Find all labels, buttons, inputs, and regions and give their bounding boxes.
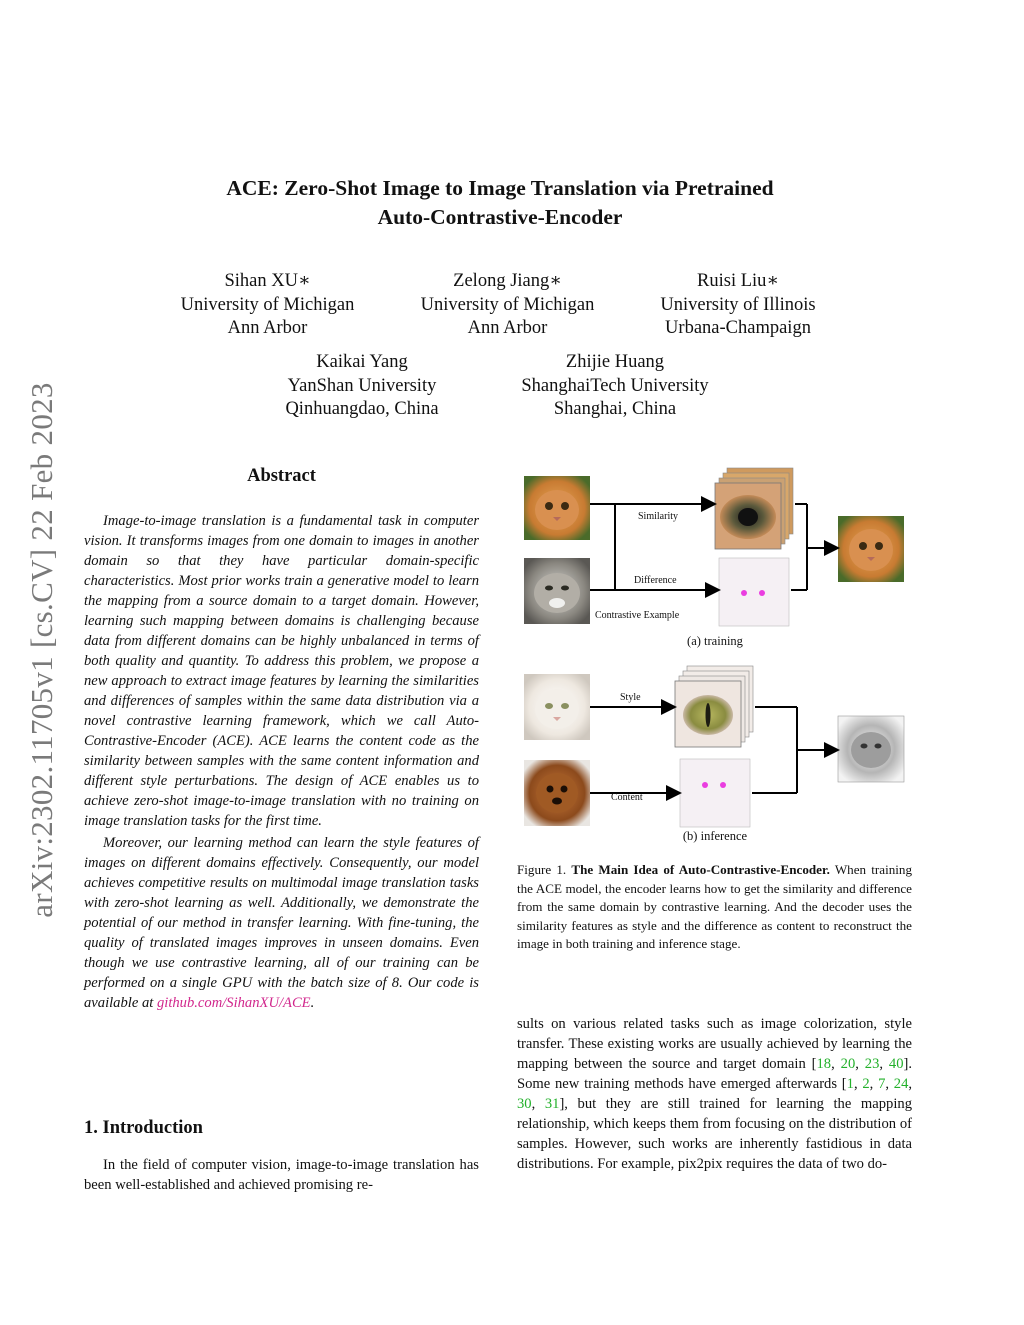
- right-column-paragraph: [517, 1014, 912, 1174]
- citation[interactable]: 1: [846, 1076, 854, 1092]
- puppy-image: [524, 760, 590, 826]
- content-label: Content: [611, 792, 643, 803]
- abstract-heading: Abstract: [247, 466, 316, 486]
- reconstructed-kitten-image: [838, 516, 904, 582]
- abstract-paragraph-2: [84, 833, 479, 1013]
- difference-patch: [719, 558, 789, 626]
- author-name: Sihan XU∗: [224, 271, 311, 291]
- abstract-paragraph-1: Image-to-image translation is a fundamental task in computer vision. It transforms images from one domain to images in another domain so that they have particular domain-specific characteristics. Most prior works train a generative model to learn the mapping from a source domain to a target domain. However, learning such mapping between domains is challenging because data from different domains can be highly unbalanced in terms of both quality and quantity. To address this problem, we propose a new approach to extract image features by learning the similarities and differences of samples within the same data distribution via a novel contrastive learning framework, which we call Auto-Contrastive-Encoder (ACE). ACE learns the content code as the similarity between samples with the same content information and different style perturbations. The design of ACE enables us to achieve zero-shot image-to-image translation with no training on image translation tasks for the first time.: [84, 513, 479, 829]
- citation-separator: ,: [885, 1076, 894, 1092]
- arxiv-id: arXiv:2302.11705v1 [cs.CV] 22 Feb 2023: [24, 382, 59, 918]
- author-affiliation: ShanghaiTech University: [521, 375, 709, 396]
- training-arrows: [590, 504, 836, 590]
- author-name: Kaikai Yang: [316, 352, 408, 372]
- citation[interactable]: 30: [517, 1096, 532, 1112]
- citation-separator: ,: [531, 1096, 545, 1112]
- abstract-paragraph-2-text: Moreover, our learning method can learn the style features of images on different domains effectively. Consequently, our model achieves competitive results on multimodal image translation tasks with zero-shot learning as well. Additionally, we demonstrate the potential of our method in transfer learning. With fine-tuning, the quality of translated images improves in unseen domains. Even though we use contrastive learning, all of our training can be performed on a single GPU with the batch size of 8. Our code is available at: [84, 835, 479, 1011]
- author-location: Qinhuangdao, China: [285, 399, 439, 419]
- style-patch-stack: [675, 666, 753, 747]
- citation[interactable]: 2: [862, 1076, 870, 1092]
- right-column-text: [517, 1014, 912, 1174]
- citation[interactable]: 18: [816, 1056, 832, 1072]
- author-name: Zhijie Huang: [565, 352, 665, 372]
- author-block-2: [405, 270, 610, 341]
- white-cat-image: [524, 674, 590, 740]
- author-block-4: [262, 351, 462, 422]
- arxiv-stamp: [12, 355, 72, 945]
- text-segment: ], but they are still trained for learning the mapping relationship, which keeps them from focusing on the distribution of samples. However, such works are inherently fastidious in data distributions. For example, pix2pix requires the data of two do-: [517, 1096, 912, 1172]
- abstract-body: [84, 511, 479, 1013]
- similarity-patch-stack: [715, 468, 793, 549]
- title-line-2: Auto-Contrastive-Encoder: [377, 205, 623, 229]
- citation[interactable]: 31: [544, 1096, 560, 1112]
- citation[interactable]: 24: [893, 1076, 909, 1092]
- citation[interactable]: 7: [878, 1076, 886, 1092]
- subfigure-a-caption: (a) training: [687, 634, 743, 648]
- author-name: Zelong Jiang∗: [453, 271, 562, 291]
- figure-1-caption: [517, 861, 912, 954]
- figure-diagram: [515, 460, 915, 860]
- figure-caption-title: The Main Idea of Auto-Contrastive-Encoder.: [571, 862, 830, 877]
- text-segment: ]. Some new training methods have emerged afterwards [: [517, 1056, 913, 1092]
- introduction-body: [84, 1155, 479, 1195]
- orange-kitten-image: [524, 476, 590, 540]
- abstract-paragraph-2-end: .: [310, 995, 315, 1011]
- title-line-1: ACE: Zero-Shot Image to Image Translation via Pretrained: [226, 176, 774, 200]
- introduction-paragraph: In the field of computer vision, image-to-image translation has been well-established and achieved promising re-: [84, 1157, 479, 1193]
- author-location: Ann Arbor: [227, 318, 308, 338]
- contrastive-example-label: Contrastive Example: [595, 610, 680, 621]
- citation[interactable]: 23: [864, 1056, 880, 1072]
- translated-grey-cat-image: [838, 716, 904, 782]
- citation-separator: ,: [908, 1076, 913, 1092]
- style-label: Style: [620, 692, 641, 703]
- author-name: Ruisi Liu∗: [697, 271, 779, 291]
- citation[interactable]: 20: [840, 1056, 856, 1072]
- figure-1: [515, 460, 915, 860]
- author-affiliation: University of Illinois: [660, 294, 816, 315]
- code-link[interactable]: github.com/SihanXU/ACE: [156, 995, 311, 1011]
- citation-separator: ,: [831, 1056, 841, 1072]
- citation-separator: ,: [879, 1056, 889, 1072]
- text-segment: sults on various related tasks such as image colorization, style transfer. These existing works are usually achieved by learning the mapping between the source and target domain [: [517, 1016, 912, 1072]
- citation-separator: ,: [855, 1056, 865, 1072]
- author-block-3: [638, 270, 838, 341]
- author-location: Urbana-Champaign: [665, 318, 811, 338]
- citation-separator: ,: [853, 1076, 863, 1092]
- author-affiliation: University of Michigan: [420, 294, 595, 315]
- author-block-1: [165, 270, 370, 341]
- author-location: Shanghai, China: [553, 399, 677, 419]
- figure-number: Figure 1.: [517, 862, 567, 877]
- author-block-5: [505, 351, 725, 422]
- citation-separator: ,: [869, 1076, 879, 1092]
- citation[interactable]: 40: [888, 1056, 904, 1072]
- paper-title: [0, 174, 1000, 232]
- subfigure-b-caption: (b) inference: [682, 829, 748, 843]
- author-affiliation: University of Michigan: [180, 294, 355, 315]
- author-affiliation: YanShan University: [287, 375, 437, 396]
- introduction-heading: 1. Introduction: [84, 1118, 203, 1138]
- difference-label: Difference: [634, 575, 677, 586]
- figure-caption-text: When training the ACE model, the encoder learns how to get the similarity and difference from the same domain by contrastive learning. And the decoder uses the similarity features as style and the difference as content to reconstruct the image in both training and inference stage.: [517, 862, 912, 951]
- similarity-label: Similarity: [638, 511, 678, 522]
- grey-cat-image: [524, 558, 590, 624]
- author-location: Ann Arbor: [467, 318, 548, 338]
- content-patch: [680, 759, 750, 827]
